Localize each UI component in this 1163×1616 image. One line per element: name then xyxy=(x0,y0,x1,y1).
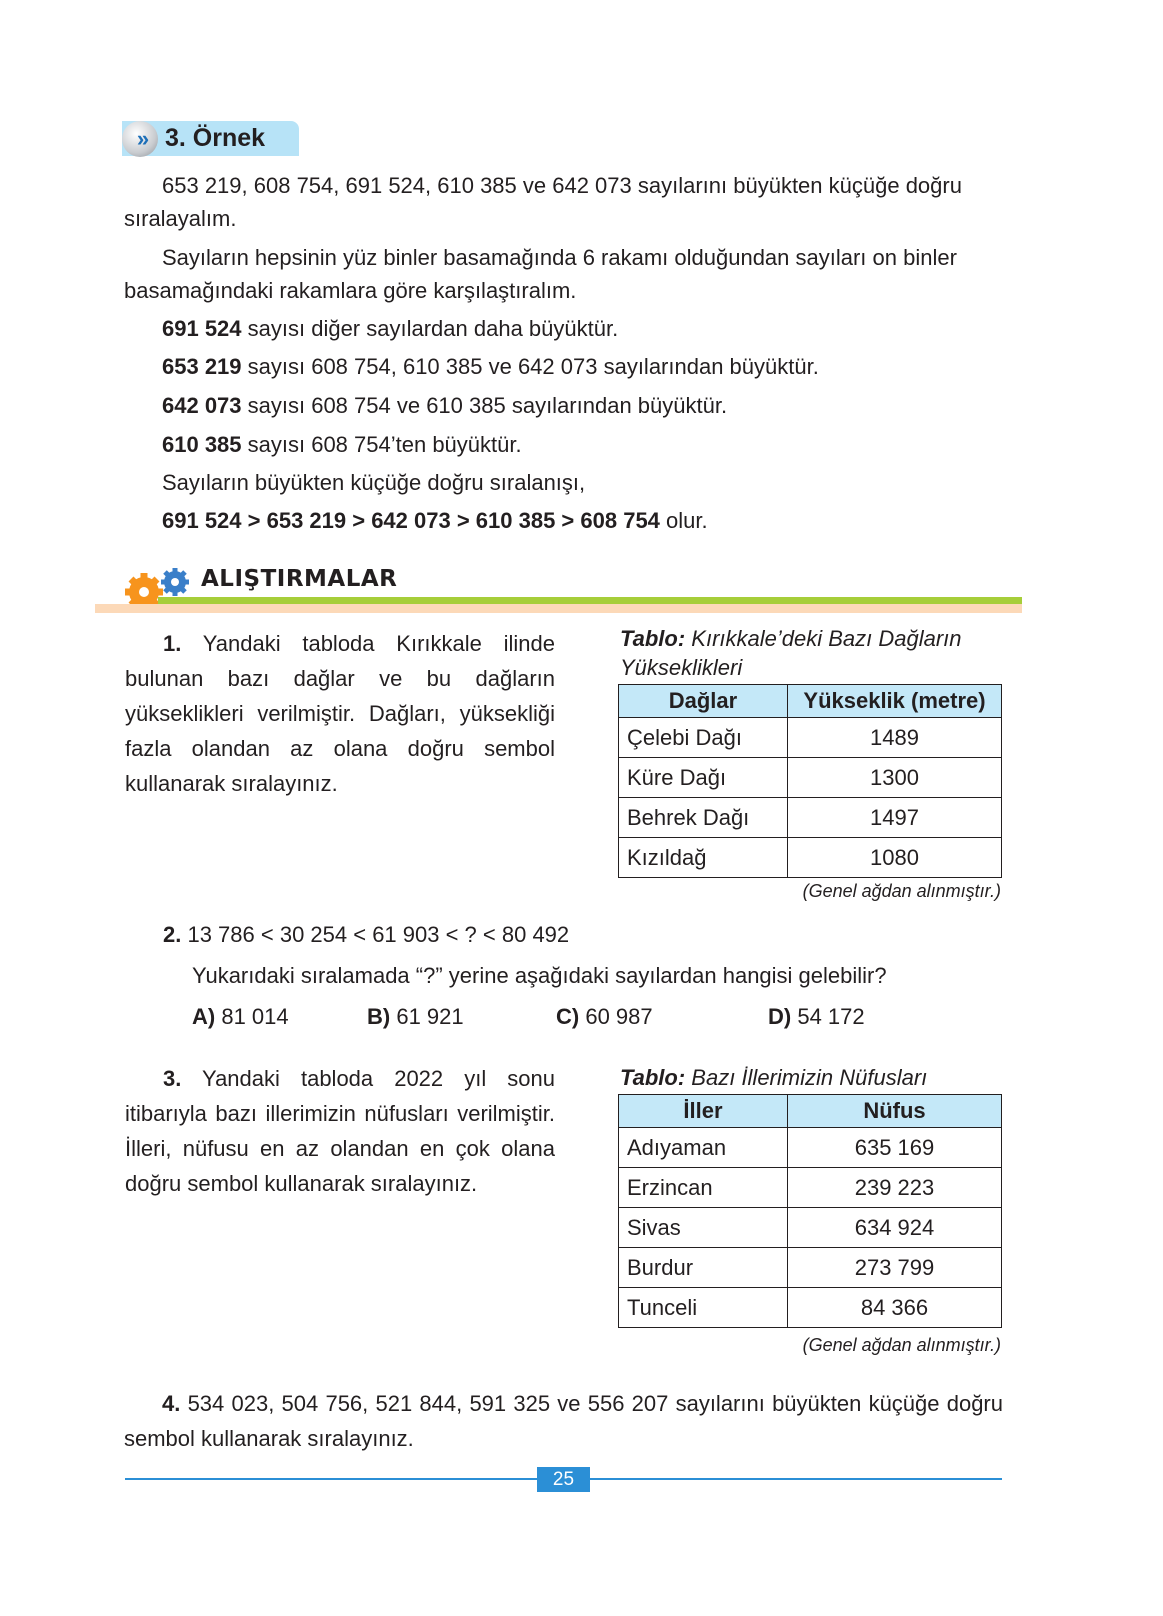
table-1-source: (Genel ağdan alınmıştır.) xyxy=(802,881,1001,901)
table-row: Çelebi Dağı 1489 xyxy=(619,718,1002,758)
comparison-line: 691 524 sayısı diğer sayılardan daha büyüktür. xyxy=(162,316,619,341)
comparison-line: 610 385 sayısı 608 754’ten büyüktür. xyxy=(162,432,522,457)
question-4: 4. 534 023, 504 756, 521 844, 591 325 ve 556 207 sayılarını büyükten küçüğe doğru sembol kullanarak sıralayınız. xyxy=(124,1391,1003,1451)
question-2: 2. 13 786 < 30 254 < 61 903 < ? < 80 492 xyxy=(163,922,570,947)
table-row: Tunceli 84 366 xyxy=(619,1288,1002,1328)
option-a: A) 81 014 xyxy=(192,1004,289,1029)
page-number: 25 xyxy=(537,1467,590,1492)
divider xyxy=(95,604,1022,613)
order-result: 691 524 > 653 219 > 642 073 > 610 385 > 608 754 olur. xyxy=(162,508,708,533)
exercises-title: ALIŞTIRMALAR xyxy=(201,566,398,592)
example-title: 3. Örnek xyxy=(165,124,266,152)
table-row: Adıyaman 635 169 xyxy=(619,1128,1002,1168)
population-table: İller Nüfus Adıyaman 635 169 Erzincan 239 223 Sivas 634 924 Burdur 273 799 Tunceli 84 366 xyxy=(618,1094,1002,1328)
question-1: 1. Yandaki tabloda Kırıkkale ilinde bulunan bazı dağlar ve bu dağların yükseklikleri verilmiştir. Dağları, yüksekliği fazla olandan az olana doğru sembol kullanarak sıralayınız. xyxy=(125,631,555,796)
table-row: Behrek Dağı 1497 xyxy=(619,798,1002,838)
question-2-text: Yukarıdaki sıralamada “?” yerine aşağıdaki sayılardan hangisi gelebilir? xyxy=(192,963,887,988)
table-row: Erzincan 239 223 xyxy=(619,1168,1002,1208)
example-paragraph-2: Sayıların hepsinin yüz binler basamağında 6 rakamı olduğundan sayıları on binler basamağındaki rakamlara göre karşılaştıralım. xyxy=(124,245,957,303)
order-intro: Sayıların büyükten küçüğe doğru sıralanışı, xyxy=(162,470,586,495)
comparison-line: 642 073 sayısı 608 754 ve 610 385 sayılarından büyüktür. xyxy=(162,393,728,418)
option-d: D) 54 172 xyxy=(768,1004,865,1029)
option-b: B) 61 921 xyxy=(367,1004,464,1029)
example-paragraph-1: 653 219, 608 754, 691 524, 610 385 ve 642 073 sayılarını büyükten küçüğe doğru sıralayalım. xyxy=(124,173,962,231)
question-3: 3. Yandaki tabloda 2022 yıl sonu itibarıyla bazı illerimizin nüfusları verilmiştir. İlleri, nüfusu en az olandan en çok olana doğru sembol kullanarak sıralayınız. xyxy=(125,1066,555,1196)
table-row: Kızıldağ 1080 xyxy=(619,838,1002,878)
table-1-caption: Tablo: Kırıkkale’deki Bazı Dağların Yükseklikleri xyxy=(620,626,962,680)
table-row: Sivas 634 924 xyxy=(619,1208,1002,1248)
comparison-line: 653 219 sayısı 608 754, 610 385 ve 642 073 sayılarından büyüktür. xyxy=(162,354,819,379)
mountains-table: Dağlar Yükseklik (metre) Çelebi Dağı 1489 Küre Dağı 1300 Behrek Dağı 1497 Kızıldağ 1080 xyxy=(618,684,1002,878)
double-chevron-icon: » xyxy=(122,121,158,157)
table-2-caption: Tablo: Bazı İllerimizin Nüfusları xyxy=(620,1065,928,1090)
example-badge xyxy=(122,121,299,156)
table-2-source: (Genel ağdan alınmıştır.) xyxy=(802,1335,1001,1355)
table-row: Küre Dağı 1300 xyxy=(619,758,1002,798)
option-c: C) 60 987 xyxy=(556,1004,653,1029)
table-row: Burdur 273 799 xyxy=(619,1248,1002,1288)
